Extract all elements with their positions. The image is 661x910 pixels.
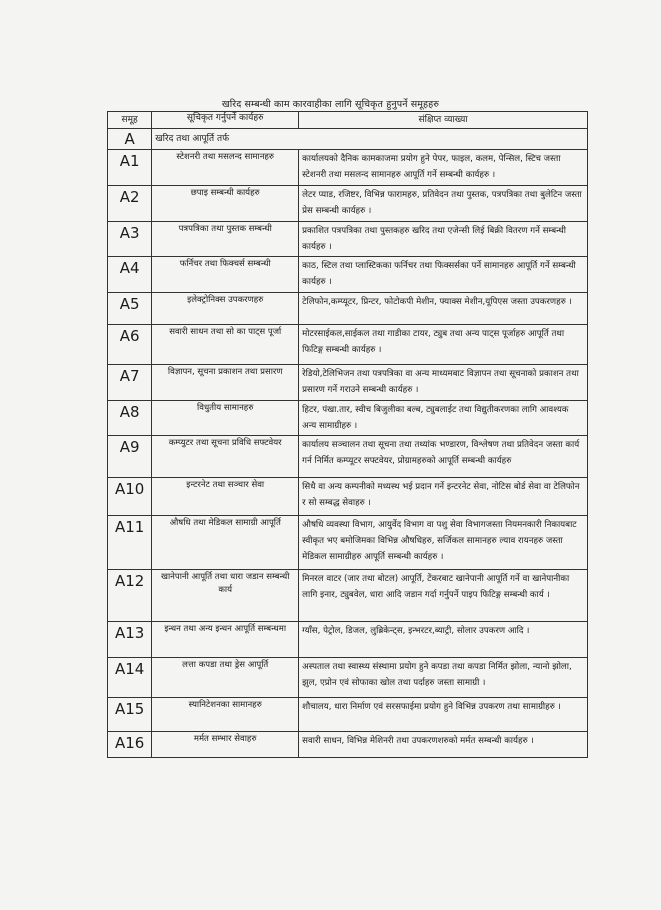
row-code: A8	[108, 401, 152, 436]
row-code: A2	[108, 186, 152, 222]
row-code: A10	[108, 478, 152, 516]
table-row	[108, 257, 588, 293]
row-code: A5	[108, 293, 152, 325]
table-row	[108, 478, 588, 516]
row-description: टेलिफोन,कम्प्यूटर, प्रिन्टर, फोटोकपी मेशीन, फ्याक्स मेशीन,यूपिएस जस्ता उपकरणहरु ।	[299, 293, 588, 325]
table-row	[108, 698, 588, 732]
table-row	[108, 401, 588, 436]
row-description: काठ, स्टिल तथा प्लास्टिकका फर्निचर तथा फिक्सर्सका पर्ने सामानहरु आपूर्ति गर्ने सम्बन्धी कार्यहरु ।	[299, 257, 588, 293]
row-description: ग्याँस, पेट्रोल, डिजल, लुब्रिकेन्ट्स, इन्भरटर,ब्याट्री, सोलार उपकरण आदि ।	[299, 622, 588, 658]
row-description: मोटरसाईकल,साईकल तथा गाडीका टायर, ट्युब तथा अन्य पाट्स पूर्जाहरु आपूर्ति तथा फिटिङ्ग सम्बन्धी कार्यहरु ।	[299, 325, 588, 365]
row-code: A11	[108, 516, 152, 570]
row-code: A15	[108, 698, 152, 732]
row-code: A9	[108, 436, 152, 478]
row-activity: मर्मत सम्भार सेवाहरु	[152, 732, 299, 758]
row-activity: कम्प्युटर तथा सूचना प्रविधि सफ्टवेयर	[152, 436, 299, 478]
row-activity: स्यानिटेशनका सामानहरु	[152, 698, 299, 732]
row-description: कार्यालयको दैनिक कामकाजमा प्रयोग हुने पेपर, फाइल, कलम, पेन्सिल, स्टिच जस्ता स्टेशनरी तथा मसलन्द सामानहरु आपूर्ति गर्ने सम्बन्धी कार्यहरु ।	[299, 150, 588, 186]
row-code: A4	[108, 257, 152, 293]
procurement-groups-table	[107, 111, 588, 758]
section-title: खरिद तथा आपूर्ति तर्फ	[152, 129, 588, 150]
row-code: A13	[108, 622, 152, 658]
table-row	[108, 732, 588, 758]
row-activity: स्टेशनरी तथा मसलन्द सामानहरु	[152, 150, 299, 186]
row-activity: लत्ता कपडा तथा ड्रेस आपूर्ति	[152, 658, 299, 698]
table-row	[108, 186, 588, 222]
row-code: A12	[108, 570, 152, 622]
row-code: A7	[108, 365, 152, 401]
table-row	[108, 222, 588, 257]
table-row	[108, 658, 588, 698]
row-activity: इन्धन तथा अन्य इन्धन आपूर्ति सम्बन्धमा	[152, 622, 299, 658]
row-description: सिधै वा अन्य कम्पनीको मध्यस्थ भई प्रदान गर्ने इन्टरनेट सेवा, नोटिस बोर्ड सेवा वा टेलिफोन र सो सम्बद्ध सेवाहरु ।	[299, 478, 588, 516]
row-activity: इलेक्ट्रोनिक्स उपकरणहरु	[152, 293, 299, 325]
row-activity: छपाइ सम्बन्धी कार्यहरु	[152, 186, 299, 222]
row-description: कार्यालय सञ्चालन तथा सूचना तथा तथ्यांक भण्डारण, विश्लेषण तथा प्रतिवेदन जस्ता कार्य गर्न निर्मित कम्प्यूटर सफ्टवेयर, प्रोग्रामहरुको आपूर्ति सम्बन्धी कार्यहरु	[299, 436, 588, 478]
table-row	[108, 516, 588, 570]
header-description: संक्षिप्त व्याख्या	[299, 112, 588, 129]
row-activity: इन्टरनेट तथा सञ्चार सेवा	[152, 478, 299, 516]
row-description: मिनरल वाटर (जार तथा बोटल) आपूर्ति, टेंकरबाट खानेपानी आपूर्ति गर्ने वा खानेपानीका लागि इनार, ट्युबवेल, धारा आदि जडान गर्दा गर्नुपर्ने पाइप फिटिङ्ग सम्बन्धी कार्य ।	[299, 570, 588, 622]
row-activity: विधुतीय सामानहरु	[152, 401, 299, 436]
document-title: खरिद सम्बन्धी काम कारवाहीका लागि सूचिकृत हुनुपर्ने समूहहरु	[221, 99, 440, 110]
table-row	[108, 436, 588, 478]
section-code: A	[108, 129, 152, 150]
row-description: औषधि व्यवस्था विभाग, आयुर्वेद विभाग वा पशु सेवा विभागजस्ता नियमनकारी निकायबाट स्वीकृत भए बमोजिमका विभिन्न औषधिहरु, सर्जिकल सामानहरु ल्याव रायनहरु जस्ता मेडिकल सामाग्रीहरु आपूर्ति सम्बन्धी कार्यहरु ।	[299, 516, 588, 570]
table-row	[108, 365, 588, 401]
row-code: A1	[108, 150, 152, 186]
table-row	[108, 150, 588, 186]
row-code: A16	[108, 732, 152, 758]
row-code: A3	[108, 222, 152, 257]
row-description: लेटर प्याड, रजिष्टर, विभिन्न फारामहरु, प्रतिवेदन तथा पुस्तक, पत्रपत्रिका तथा बुलेटिन जस्ता प्रेस सम्बन्धी कार्यहरु ।	[299, 186, 588, 222]
row-activity: फर्निचर तथा फिक्चर्स सम्बन्धी	[152, 257, 299, 293]
row-description: सवारी साधन, विभिन्न मेशिनरी तथा उपकरणशरुको मर्मत सम्बन्धी कार्यहरु ।	[299, 732, 588, 758]
header-activities: सूचिकृत गर्नुपर्ने कार्यहरु	[152, 112, 299, 129]
row-description: हिटर, पंखा.तार, स्वीच बिजुलीका बल्ब, ट्युबलाईट तथा विद्युतीकरणका लागि आवश्यक अन्य सामाग्रीहरु ।	[299, 401, 588, 436]
table-row	[108, 325, 588, 365]
row-code: A14	[108, 658, 152, 698]
row-activity: खानेपानी आपूर्ति तथा धारा जडान सम्बन्धी कार्य	[152, 570, 299, 622]
table-row	[108, 622, 588, 658]
row-description: अस्पताल तथा स्वास्थ्य संस्थामा प्रयोग हुने कपडा तथा कपडा निर्मित झोला, न्यानो झोला, झुल, एप्रोन एवं सोफाका खोल तथा पर्दाहरु जस्ता सामाग्री ।	[299, 658, 588, 698]
section-row	[108, 129, 588, 150]
row-description: प्रकाशित पत्रपत्रिका तथा पुस्तकहरु खरिद तथा एजेन्सी लिई बिक्री वितरण गर्ने सम्बन्धी कार्यहरु ।	[299, 222, 588, 257]
row-code: A6	[108, 325, 152, 365]
row-activity: औषधि तथा मेडिकल सामाग्री आपूर्ति	[152, 516, 299, 570]
table-row	[108, 293, 588, 325]
table-row	[108, 570, 588, 622]
row-activity: सवारी साधन तथा सो का पाट्स पूर्जा	[152, 325, 299, 365]
row-description: शौचालय, धारा निर्माण एवं सरसफाईमा प्रयोग हुने विभिन्न उपकरण तथा सामाग्रीहरु ।	[299, 698, 588, 732]
row-activity: विज्ञापन, सूचना प्रकाशन तथा प्रसारण	[152, 365, 299, 401]
row-description: रेडियो,टेलिभिजन तथा पत्रपत्रिका वा अन्य माध्यमबाट विज्ञापन तथा सूचनाको प्रकाशन तथा प्रसारण गर्ने गराउने सम्बन्धी कार्यहरु ।	[299, 365, 588, 401]
table-header-row	[108, 112, 588, 129]
row-activity: पत्रपत्रिका तथा पुस्तक सम्बन्धी	[152, 222, 299, 257]
header-group: समूह	[108, 112, 152, 129]
